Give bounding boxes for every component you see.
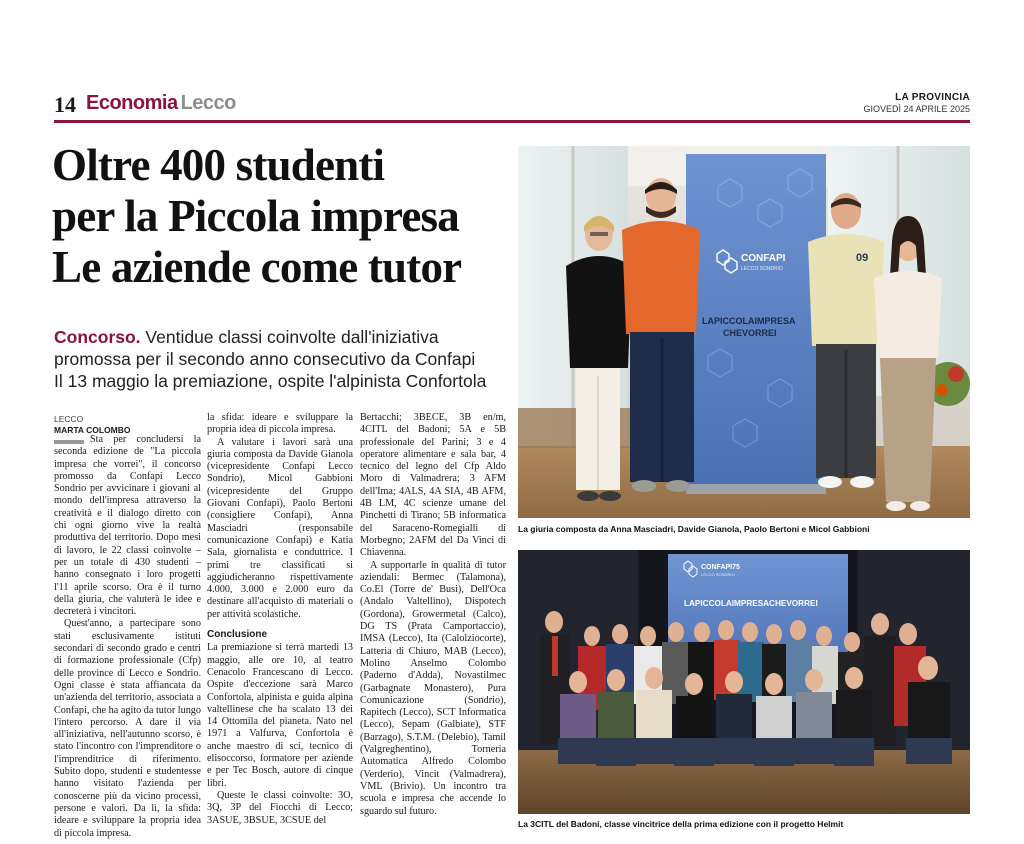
masthead-right [863,92,970,114]
banner-subbrand: LECCO SONDRIO [741,266,783,272]
publication-date: GIOVEDÌ 24 APRILE 2025 [863,104,970,114]
banner-title-line: CHEVORREI [723,328,777,338]
article-paragraph: la sfida: ideare e sviluppare la propria idea di piccola impresa. [207,412,353,436]
dateline: LECCO [54,414,84,424]
article-column-2 [207,412,353,830]
banner-title-line: LAPICCOLAIMPRESA [702,316,796,326]
article-subheading: Conclusione [207,629,268,641]
newspaper-name: LA PROVINCIA [895,92,970,103]
article-paragraph: A valutare i lavori sarà una giuria composta da Davide Gianola (vicepresidente Confapi Lecco Sondrio), Micol Gabbioni (vicepresidente del Gruppo Giovani Confapi), Paolo Bertoni (consigliere Confapi), Anna Masciadri (responsabile comunicazione Confapi) e Katia Sala, giornalista e conduttrice. I primi tre classificati si aggiudicheranno rispettivamente 4.000, 3.000 e 2.000 euro da destinare all'acquisto di materiali o per attività scolastiche. [207,436,353,620]
section-city: Lecco [180,92,236,114]
article-paragraph: Quest'anno, a partecipare sono stati esclusivamente istituti secondari di secondo grado e centri di formazione professionale (Cfp) delle province di Lecco e Sondrio. Ogni classe è stata affiancata da un'azienda del territorio, associata a Confapi, che ha agito da tutor lungo l'intero percorso. A dare il via all'iniziativa, nell'autunno scorso, è stato l'incontro con l'imprenditore o l'imprenditrice di riferimento. Subito dopo, studenti e studentesse hanno visitato l'azienda per conoscerne più da vicino processi, persone e valori. Da lì, la sfida: ideare e sviluppare la propria idea di piccola impresa. [54,618,201,839]
jury-photo-caption: La giuria composta da Anna Masciadri, Davide Gianola, Paolo Bertoni e Micol Gabbioni [518,524,870,534]
class-photo-illustration [518,550,970,814]
article-column-3 [360,412,506,830]
article-paragraph: La premiazione si terrà martedì 13 maggio, alle ore 10, al teatro Cenacolo Francescano di Lecco. Ospite d'eccezione sarà Marco Confortola, alpinista e guida alpina valtellinese che ha scalato 13 dei 14 Ottomila del pianeta. Nato nel 1971 a Valfurva, Confortola è anche maestro di sci, tecnico di elisoccorso, formatore per aziende e per Tec Bosch, autore di cinque libri. [207,642,353,789]
subhead-line: Ventidue classi coinvolte dall'iniziativa [145,327,439,347]
section-title [86,92,236,115]
screen-title: LAPICCOLAIMPRESACHEVORREI [684,599,818,608]
page-number: 14 [54,92,76,117]
headline [52,140,512,293]
headline-line: Le aziende come tutor [52,242,462,292]
headline-line: per la Piccola impresa [52,191,459,241]
headline-line: Oltre 400 studenti [52,140,385,190]
article-paragraph: Queste le classi coinvolte: 3O, 3Q, 3P del Fiocchi di Lecco; 3ASUE, 3BSUE, 3CSUE del [207,789,353,826]
jury-photo [518,146,970,518]
article-paragraph: A supportarle in qualità di tutor aziendali: Bermec (Talamona), Co.El (Torre de' Busi), Dell'Oca (Andalo Valtellino), Dispotech (Gordona), Growermetal (Calco), DG TS (Prata Camportaccio), IMSA (Lecco), Ita (Calolziocorte), Latteria di Chiuro, MAB (Lecco), Molino Anselmo Colombo (Paderno d'Adda), Novastilmec (Garbagnate Monastero), Pura Comunicazione (Sondrio), Rapitech (Lecco), SCT Informatica (Lecco), Sepam (Galbiate), STF (Barzago), S.T.M. (Delebio), Tamil (Valgreghentino), Torneria Automatica Alfredo Colombo (Verderio), Vincit (Valmadrera), VML (Brivio). Un incontro tra scuola e impresa che accende lo sguardo sul futuro. [360,559,506,817]
class-photo-caption: La 3CITL del Badoni, classe vincitrice della prima edizione con il progetto Helmit [518,819,844,829]
article-paragraph: Bertacchi; 3BECE, 3B en/m, 4CITL del Badoni; 5A e 5B professionale del Parini; 3 e 4 operatore alimentare e sala bar, 4 tecnico del legno del Cfp Aldo Moro di Valmadrera; 3 AFM dell'Ima; 4ALS, 4A SIA, 4B AFM, 4B LM, 4C scienze umane del Pinchetti di Tirano; 5B informatica del Saraceno-Romegialli di Morbegno; 2AFM del Da Vinci di Chiavenna. [360,412,506,559]
subhead [54,326,514,392]
jury-photo-illustration [518,146,970,518]
screen-brand: CONFAPI75 [701,564,740,571]
subhead-line: Il 13 maggio la premiazione, ospite l'alpinista Confortola [54,371,487,391]
subhead-kicker: Concorso. [54,327,141,347]
article-column-1 [54,434,201,839]
section-name: Economia [86,92,178,114]
author-byline: MARTA COLOMBO [54,425,131,435]
subhead-line: promossa per il secondo anno consecutivo da Confapi [54,349,476,369]
article-paragraph: Sta per concludersi la seconda edizione de "La piccola impresa che vorrei", il concorso promosso da Confapi Lecco Sondrio per avvicinare i giovani al mondo dell'impresa attraverso la creatività e il dialogo diretto con chi ogni giorno vive la realtà produttiva del territorio. Dopo mesi di lavoro, le 22 classi coinvolte – per un totale di 430 studenti – hanno consegnato i loro progetti l'11 aprile scorso. Ora è il turno della giuria, che valuterà le idee e decreterà i vincitori. [54,434,201,618]
jersey-number: 09 [856,252,869,264]
banner-brand: CONFAPI [741,253,786,264]
screen-subbrand: LECCO SONDRIO [701,572,735,577]
masthead-rule [54,120,970,123]
class-photo [518,550,970,814]
